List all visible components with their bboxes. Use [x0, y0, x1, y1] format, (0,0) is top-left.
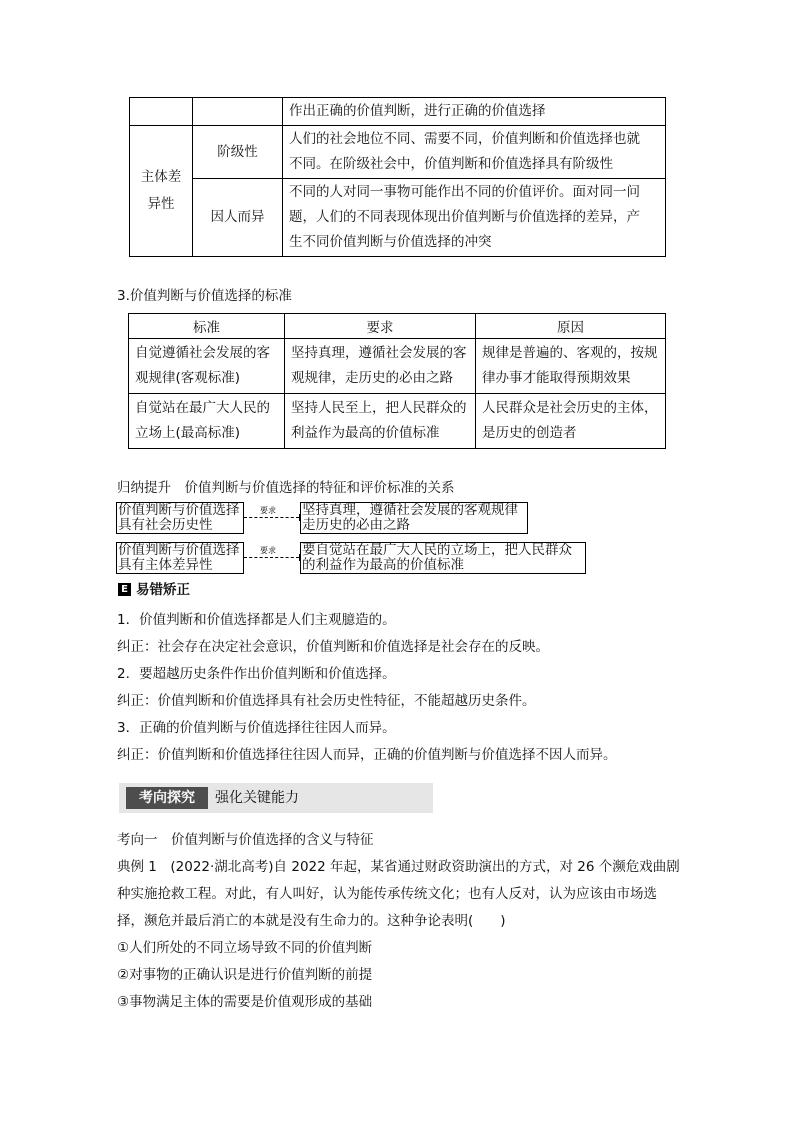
answer-option: ①人们所处的不同立场导致不同的价值判断 — [117, 940, 373, 956]
table-row — [129, 394, 666, 449]
connector-line — [244, 517, 299, 518]
table-row — [129, 339, 666, 394]
cell-line: 生不同价值判断与价值选择的冲突 — [289, 234, 492, 250]
requirement-label: 要求 — [260, 506, 276, 515]
table-cell: 作出正确的价值判断，进行正确的价值选择 — [283, 98, 666, 126]
table-cell — [285, 394, 476, 449]
cell-line: 不同的人对同一事物可能作出不同的价值评价。面对同一问 — [289, 184, 640, 200]
box-line: 价值判断与价值选择 — [118, 502, 240, 518]
correction-title: 易错矫正 — [136, 582, 190, 598]
cell-line: 是历史的创造者 — [482, 425, 577, 441]
correction-item: 2．要超越历史条件作出价值判断和价值选择。 — [117, 666, 396, 682]
box-line: 价值判断与价值选择 — [118, 542, 240, 558]
table-cell — [283, 179, 666, 257]
table-cell — [476, 394, 666, 449]
correction-item: 1．价值判断和价值选择都是人们主观臆造的。 — [117, 612, 396, 628]
answer-option: ③事物满足主体的需要是价值观形成的基础 — [117, 994, 373, 1010]
cell-line: 题，人们的不同表现体现出价值判断与价值选择的差异，产 — [289, 209, 640, 225]
column-header: 标准 — [129, 314, 285, 339]
correction-icon: E — [118, 583, 131, 596]
cell-line: 观规律，走历史的必由之路 — [291, 370, 453, 386]
box-line: 的利益作为最高的价值标准 — [302, 557, 464, 573]
trait-box-subject-difference — [116, 542, 244, 574]
column-header: 原因 — [476, 314, 666, 339]
table-row — [130, 98, 666, 126]
table-cell — [476, 339, 666, 394]
section-title: 3.价值判断与价值选择的标准 — [117, 288, 292, 304]
banner-text: 强化关键能力 — [215, 790, 299, 806]
summary-title: 归纳提升 价值判断与价值选择的特征和评价标准的关系 — [117, 480, 455, 496]
subject-difference-table — [129, 97, 666, 257]
table-cell — [285, 339, 476, 394]
correction-item: 纠正：价值判断和价值选择具有社会历史性特征，不能超越历史条件。 — [117, 693, 536, 709]
table-cell — [130, 98, 193, 126]
correction-item: 纠正：价值判断和价值选择往往因人而异，正确的价值判断与价值选择不因人而异。 — [117, 747, 617, 763]
row-label: 阶级性 — [193, 126, 283, 179]
cell-line: 自觉站在最广大人民的 — [135, 400, 270, 416]
group-label: 主体差异性 — [140, 169, 182, 212]
cell-line: 规律是普遍的、客观的，按规 — [482, 345, 658, 361]
box-line: 具有主体差异性 — [118, 557, 213, 573]
requirement-label: 要求 — [260, 546, 276, 555]
cell-line: 坚持人民至上，把人民群众的 — [291, 400, 467, 416]
table-cell — [129, 339, 285, 394]
cell-line: 自觉遵循社会发展的客 — [135, 345, 270, 361]
table-row — [130, 126, 666, 179]
correction-item: 3．正确的价值判断与价值选择往往因人而异。 — [117, 720, 396, 736]
table-header-row — [129, 314, 666, 339]
banner-tag: 考向探究 — [126, 787, 208, 809]
connector-line — [244, 557, 299, 558]
table-row — [130, 179, 666, 257]
table-cell — [283, 126, 666, 179]
group-label-cell — [130, 126, 193, 257]
cell-line: 坚持真理，遵循社会发展的客 — [291, 345, 467, 361]
cell-line: 立场上(最高标准) — [135, 425, 241, 441]
trait-box-social-history — [116, 502, 244, 534]
cell-line: 利益作为最高的价值标准 — [291, 425, 440, 441]
example-text-line: 典例 1 (2022·湖北高考)自 2022 年起，某省通过财政资助演出的方式，对 26 个濒危戏曲剧 — [117, 859, 680, 875]
cell-line: 观规律(客观标准) — [135, 370, 241, 386]
box-line: 具有社会历史性 — [118, 517, 213, 533]
cell-line: 律办事才能取得预期效果 — [482, 370, 631, 386]
exam-direction: 考向一 价值判断与价值选择的含义与特征 — [117, 832, 374, 848]
row-label: 因人而异 — [193, 179, 283, 257]
cell-line: 人们的社会地位不同、需要不同，价值判断和价值选择也就 — [289, 131, 640, 147]
table-cell — [193, 98, 283, 126]
example-text-line: 择，濒危并最后消亡的本就是没有生命力的。这种争论表明( ) — [117, 913, 506, 929]
standards-table — [128, 313, 666, 449]
box-line: 要自觉站在最广大人民的立场上，把人民群众 — [302, 542, 572, 558]
table-cell — [129, 394, 285, 449]
standard-box-people — [300, 542, 586, 574]
answer-option: ②对事物的正确认识是进行价值判断的前提 — [117, 967, 373, 983]
box-line: 坚持真理，遵循社会发展的客观规律 — [302, 502, 518, 518]
standard-box-truth — [300, 502, 528, 534]
example-text-line: 种实施抢救工程。对此，有人叫好，认为能传承传统文化；也有人反对，认为应该由市场选 — [117, 886, 657, 902]
correction-item: 纠正：社会存在决定社会意识，价值判断和价值选择是社会存在的反映。 — [117, 639, 549, 655]
cell-line: 不同。在阶级社会中，价值判断和价值选择具有阶级性 — [289, 156, 613, 172]
column-header: 要求 — [285, 314, 476, 339]
section-banner — [119, 783, 433, 813]
box-line: 走历史的必由之路 — [302, 517, 410, 533]
cell-line: 人民群众是社会历史的主体， — [482, 400, 658, 416]
